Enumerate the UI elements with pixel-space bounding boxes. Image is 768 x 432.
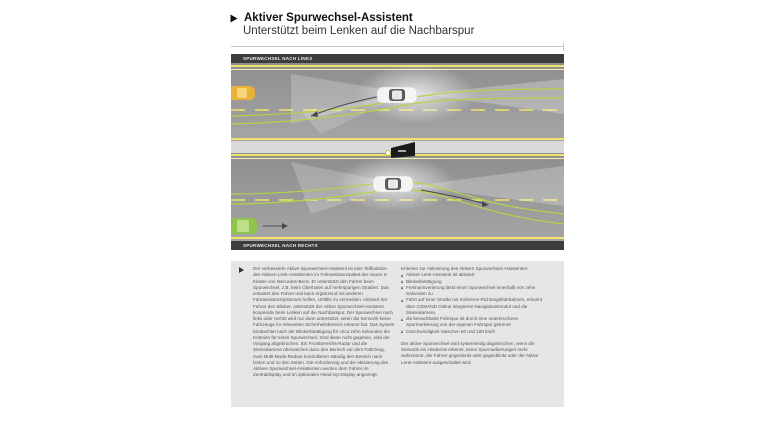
title-bullet-icon xyxy=(231,14,238,22)
right-car xyxy=(231,218,257,234)
top-road-bottom-line xyxy=(231,138,564,140)
description-column-2 xyxy=(401,266,549,366)
page-title: Aktiver Spurwechsel-Assistent xyxy=(244,12,413,24)
list-item: Blinkerbetätigung xyxy=(401,279,549,285)
list-item: Aktiver Lenk-Assistent ist aktiviert xyxy=(401,272,549,278)
description-bullet-icon xyxy=(239,267,244,273)
left-car xyxy=(231,86,255,100)
ego-car-bottom xyxy=(373,176,413,192)
lane-change-illustration xyxy=(231,54,564,250)
abort-conditions: Der aktive Spurwechsel wird systemseitig abgebrochen, wenn die Sensorik ein Hindernis erkennt, keine Spurmarkierungen mehr wahrnimmt, der Fahrer gegenlenkt oder gegenblinkt oder der Aktive Lenk-Assistent ausgeschaltet wird. xyxy=(401,340,539,365)
bottom-road-edge-line xyxy=(231,237,564,239)
criteria-heading: Kriterien zur Aktivierung des Aktiven Spurwechsel-Assistenten: xyxy=(401,266,529,271)
header xyxy=(231,12,564,37)
ego-car-top xyxy=(377,87,417,103)
list-item: Fahrt auf einer Straße mit mehreren Richtungsfahrbahnen, erkannt über COMAND Online integrierte Navigationsmodul und die Stereokamera xyxy=(401,297,549,316)
criteria-list xyxy=(401,272,549,335)
header-divider xyxy=(231,46,564,47)
list-item: Geschwindigkeit zwischen 80 und 180 km/h xyxy=(401,329,549,335)
list-item: die benachbarte Fahrspur ist durch eine unterbrochene Spurmarkierung von der eigenen Fahrspur getrennt xyxy=(401,316,549,329)
label-lane-change-left: SPURWECHSEL NACH LINKS xyxy=(231,54,564,63)
description-box xyxy=(231,261,564,407)
description-column-1: Der verbesserte Aktive Spurwechsel-Assistent ist eine Teilfunktion des Aktiven Lenk-Assistenten im Fahrassistenzpaket der neuen S-Klasse von Mercedes-Benz. Er unterstützt den Fahrer beim Spurwechsel, z.B. beim Überholen auf mehrspurigen Straßen. Das entlastet den Fahrer und kann ergänzend mit anderen Fahrassistenzsystemen helfen, Unfälle zu vermeiden. Aktiviert der Fahrer den Blinker, unterstützt der Aktive Spurwechsel-Assistent kooperativ beim Lenken auf die Nachbarspur. Der Spurwechsel nach links oder rechts wird nur dann unterstützt, wenn die Sensorik keine Fahrzeuge im relevanten Sicherheitsbereich erkannt hat. Das System beobachtet nach der Blinkerbetätigung für circa zehn Sekunden die Kriterien für einen Spurwechsel. Sind diese nicht gegeben, wird der Vorgang abgebrochen. Ein Frontbereichs-Radar und die Stereokamera überwachen dazu den Bereich vor dem Fahrzeug, zwei Multi-Mode-Radare kontrollieren ständig den Bereich nach hinten und zu den Seiten. Die Anforderung und die Aktivierung des Aktiven Spurwechsel-Assistenten werden dem Fahrer im Zentraldisplay und im optionalen Head-Up-Display angezeigt. xyxy=(253,266,395,378)
title-row xyxy=(231,12,564,24)
list-item: Freimanöverierung lässt einen Spurwechsel innerhalb von zehn Sekunden zu xyxy=(401,285,549,298)
page-subtitle: Unterstützt beim Lenken auf die Nachbarspur xyxy=(243,25,475,37)
road-diagram xyxy=(231,54,564,250)
label-lane-change-right: SPURWECHSEL NACH RECHTS xyxy=(231,241,564,250)
